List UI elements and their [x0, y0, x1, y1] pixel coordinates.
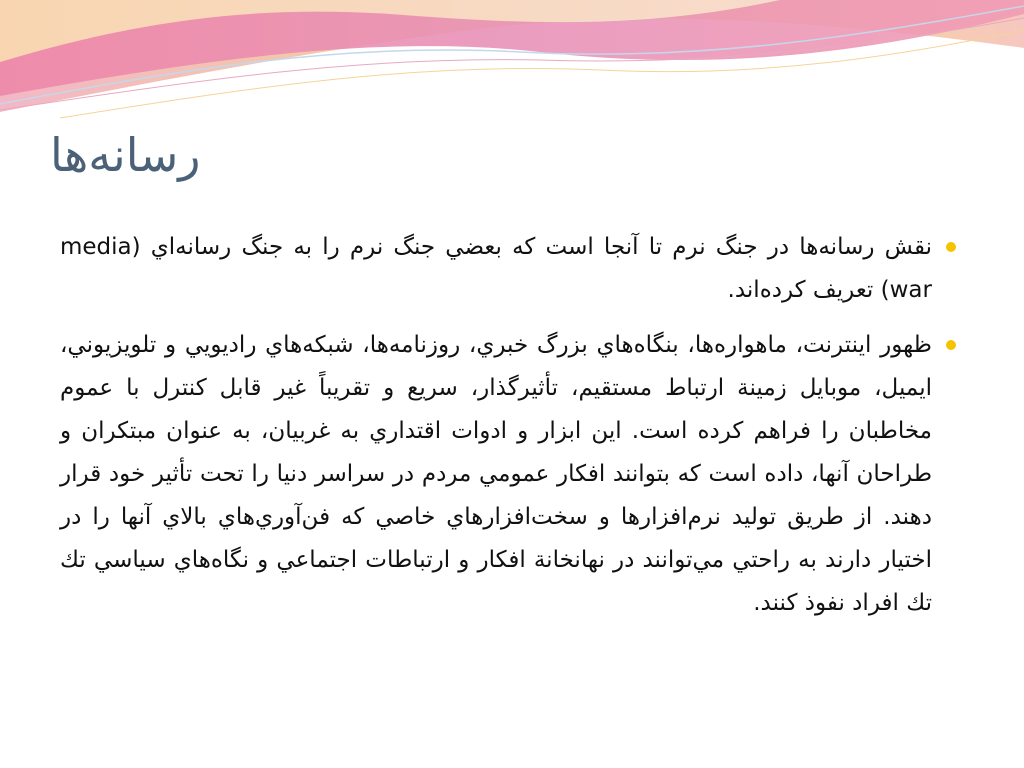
bullet-text: ظهور اينترنت، ماهواره‌ها، بنگاه‌هاي بزرگ خبري، روزنامه‌ها، شبكه‌هاي راديويي و تلويزيوني، ايميل، موبايل زمينة ارتباط مستقيم، تأثيرگذار، سريع و تقريباً غير قابل كنترل با عموم مخاطبان را فراهم كرده است. اين ابزار و ادوات اقتداري به غربيان، به عنوان مبتكران و طراحان آنها، داده است كه بتوانند افكار عمومي مردم در سراسر دنيا را تحت تأثير خود قرار دهند. از طريق توليد نرم‌افزارها و سخت‌افزارهاي خاصي كه فن‌آوري‌هاي بالاي آنها را در اختيار دارند به راحتي مي‌توانند در نهانخانة افكار و ارتباطات اجتماعي و نگاه‌هاي سياسي تك تك افراد نفوذ كنند.	[60, 332, 932, 616]
bullet-dot-icon	[946, 340, 956, 350]
header-wave-decoration	[0, 0, 1024, 130]
bullet-text: نقش رسانه‌ها در جنگ نرم تا آنجا است که بعضي جنگ نرم را به جنگ رسانه‌اي (media war) تعريف كرده‌اند.	[60, 234, 932, 303]
bullet-list	[60, 226, 964, 625]
bullet-dot-icon	[946, 242, 956, 252]
bullet-item	[60, 226, 964, 312]
slide-title: رسانه‌ها	[50, 128, 201, 182]
slide-body	[60, 226, 964, 637]
bullet-item	[60, 324, 964, 625]
